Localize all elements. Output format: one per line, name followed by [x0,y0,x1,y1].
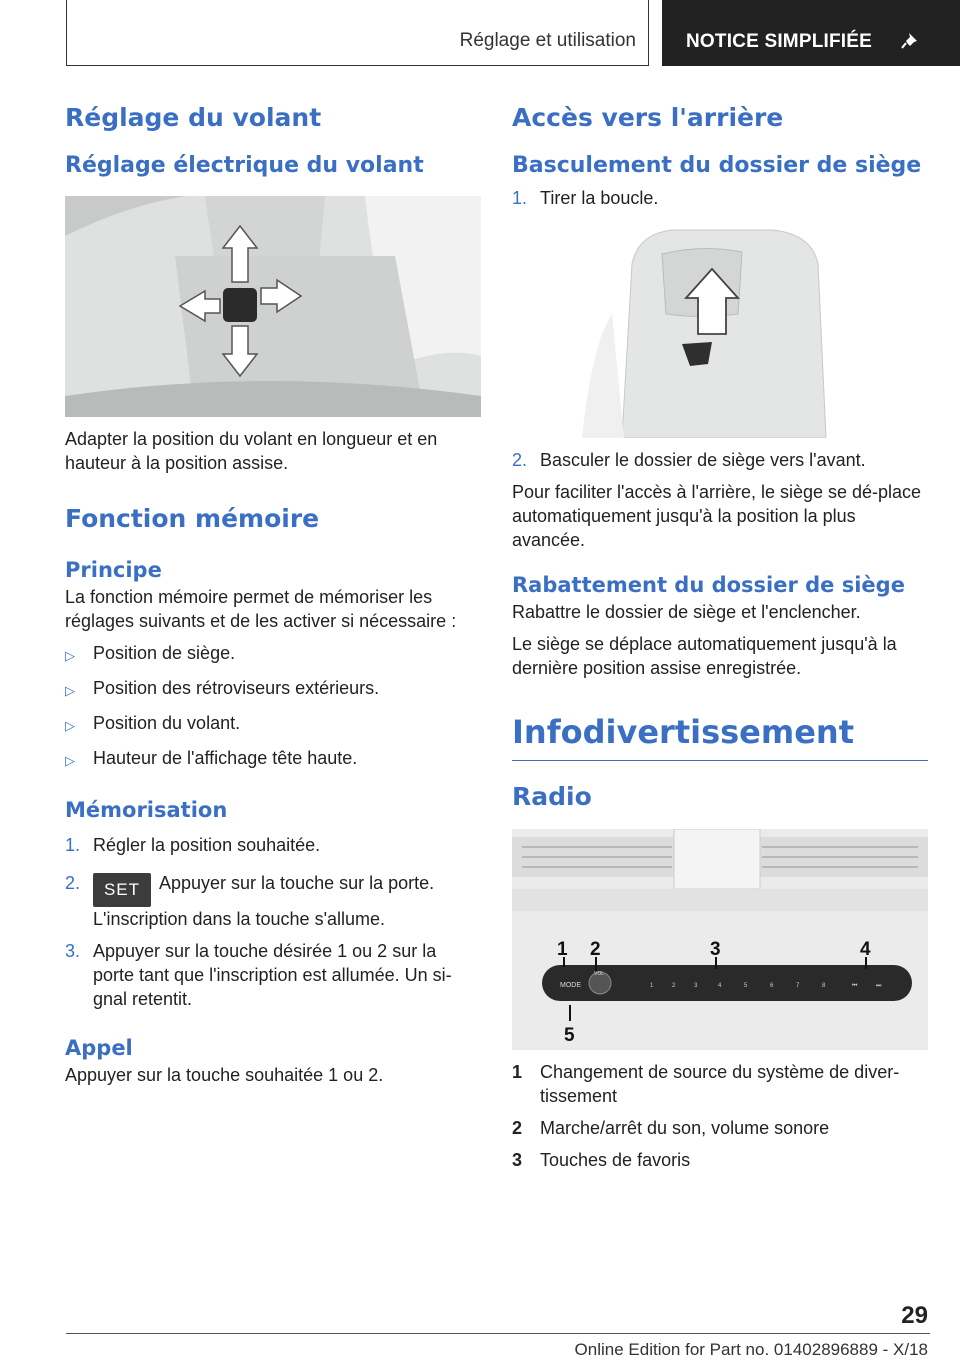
triangle-bullet-icon: ▷ [65,718,75,733]
heading-call: Appel [65,1036,133,1060]
triangle-bullet-icon: ▷ [65,683,75,698]
heading-memory: Fonction mémoire [65,504,320,533]
memory-bullet-list [65,641,481,773]
radio-image [512,829,928,1050]
section-rule [512,760,928,761]
steering-image [65,196,481,417]
left-column [65,100,481,1087]
heading-radio: Radio [512,782,592,811]
call-text: Appuyer sur la touche souhaitée 1 ou 2. [65,1065,384,1085]
heading-steering: Réglage du volant [65,103,322,132]
list-item: 2 Marche/arrêt du son, volume sonore [512,1118,830,1138]
fold-text-2: Le siège se déplace automatiquement jusqu'à la dernière position assise enregistrée. [512,634,897,678]
svg-text:⏮: ⏮ [852,983,858,989]
heading-memorisation: Mémorisation [65,798,228,822]
footer-edition: Online Edition for Part no. 01402896889 - X/18 [574,1340,928,1359]
svg-text:1: 1 [650,983,654,989]
list-item: 1. Régler la position souhaitée. [65,835,321,855]
svg-text:3: 3 [694,983,698,989]
list-item: ▷ Hauteur de l'affichage tête haute. [65,746,481,773]
header-rule-mid [648,0,649,66]
svg-text:7: 7 [796,983,800,989]
svg-text:⏭: ⏭ [876,983,882,989]
steering-caption: Adapter la position du volant en longueur et en hauteur à la position assise. [65,429,438,473]
callout-5: 5 [564,1025,575,1046]
list-item: ▷ Position de siège. [65,641,481,668]
tilt-steps-1 [512,186,928,210]
right-column [512,100,928,1172]
svg-text:2: 2 [672,983,676,989]
list-item: 3. Appuyer sur la touche désirée 1 ou 2 sur la porte tant que l'inscription est allumée. Un si‐gnal retentit. [65,941,452,1009]
triangle-bullet-icon: ▷ [65,753,75,768]
list-item: ▷ Position du volant. [65,711,481,738]
tilt-steps-2 [512,448,928,472]
radio-vol-label: VOL [594,971,605,977]
pin-icon [900,31,920,55]
header-section-title: Réglage et utilisation [459,30,636,51]
heading-seat-tilt: Basculement du dossier de siège [512,153,922,178]
header-badge-label: NOTICE SIMPLIFIÉE [686,31,873,52]
header-rule-bottom [66,65,648,66]
footer-rule [66,1333,930,1334]
callout-4: 4 [860,939,871,960]
svg-text:8: 8 [822,983,826,989]
list-item: 2. SET Appuyer sur la touche sur la porte. L'inscription dans la touche s'allume. [65,873,435,929]
radio-mode-label: MODE [560,982,581,989]
set-key-icon: SET [93,873,151,907]
page-number: 29 [901,1302,928,1329]
list-item: 2. Basculer le dossier de siège vers l'avant. [512,450,866,470]
list-item: 1 Changement de source du système de diver‐tissement [512,1062,900,1106]
heading-seat-fold: Rabattement du dossier de siège [512,573,905,597]
memorisation-steps [65,833,481,1011]
header-badge [662,0,960,66]
svg-text:6: 6 [770,983,774,989]
header-rule-left [66,0,67,66]
svg-text:4: 4 [718,983,722,989]
heading-electric-steering: Réglage électrique du volant [65,153,424,178]
heading-infotainment: Infodivertissement [512,713,854,751]
callout-3: 3 [710,939,721,960]
tilt-text: Pour faciliter l'accès à l'arrière, le siège se dé‐place automatiquement jusqu'à la position la plus avancée. [512,482,922,550]
seat-image [512,224,928,438]
radio-legend [512,1060,928,1172]
list-item: 1. Tirer la boucle. [512,188,659,208]
svg-text:5: 5 [744,983,748,989]
callout-2: 2 [590,939,601,960]
fold-text-1: Rabattre le dossier de siège et l'enclencher. [512,602,861,622]
heading-rear-access: Accès vers l'arrière [512,103,784,132]
list-item: ▷ Position des rétroviseurs extérieurs. [65,676,481,703]
triangle-bullet-icon: ▷ [65,648,75,663]
principle-text: La fonction mémoire permet de mémoriser les réglages suivants et de les activer si nécessaire : [65,587,457,631]
list-item: 3 Touches de favoris [512,1150,691,1170]
heading-principle: Principe [65,558,162,582]
callout-1: 1 [557,939,568,960]
